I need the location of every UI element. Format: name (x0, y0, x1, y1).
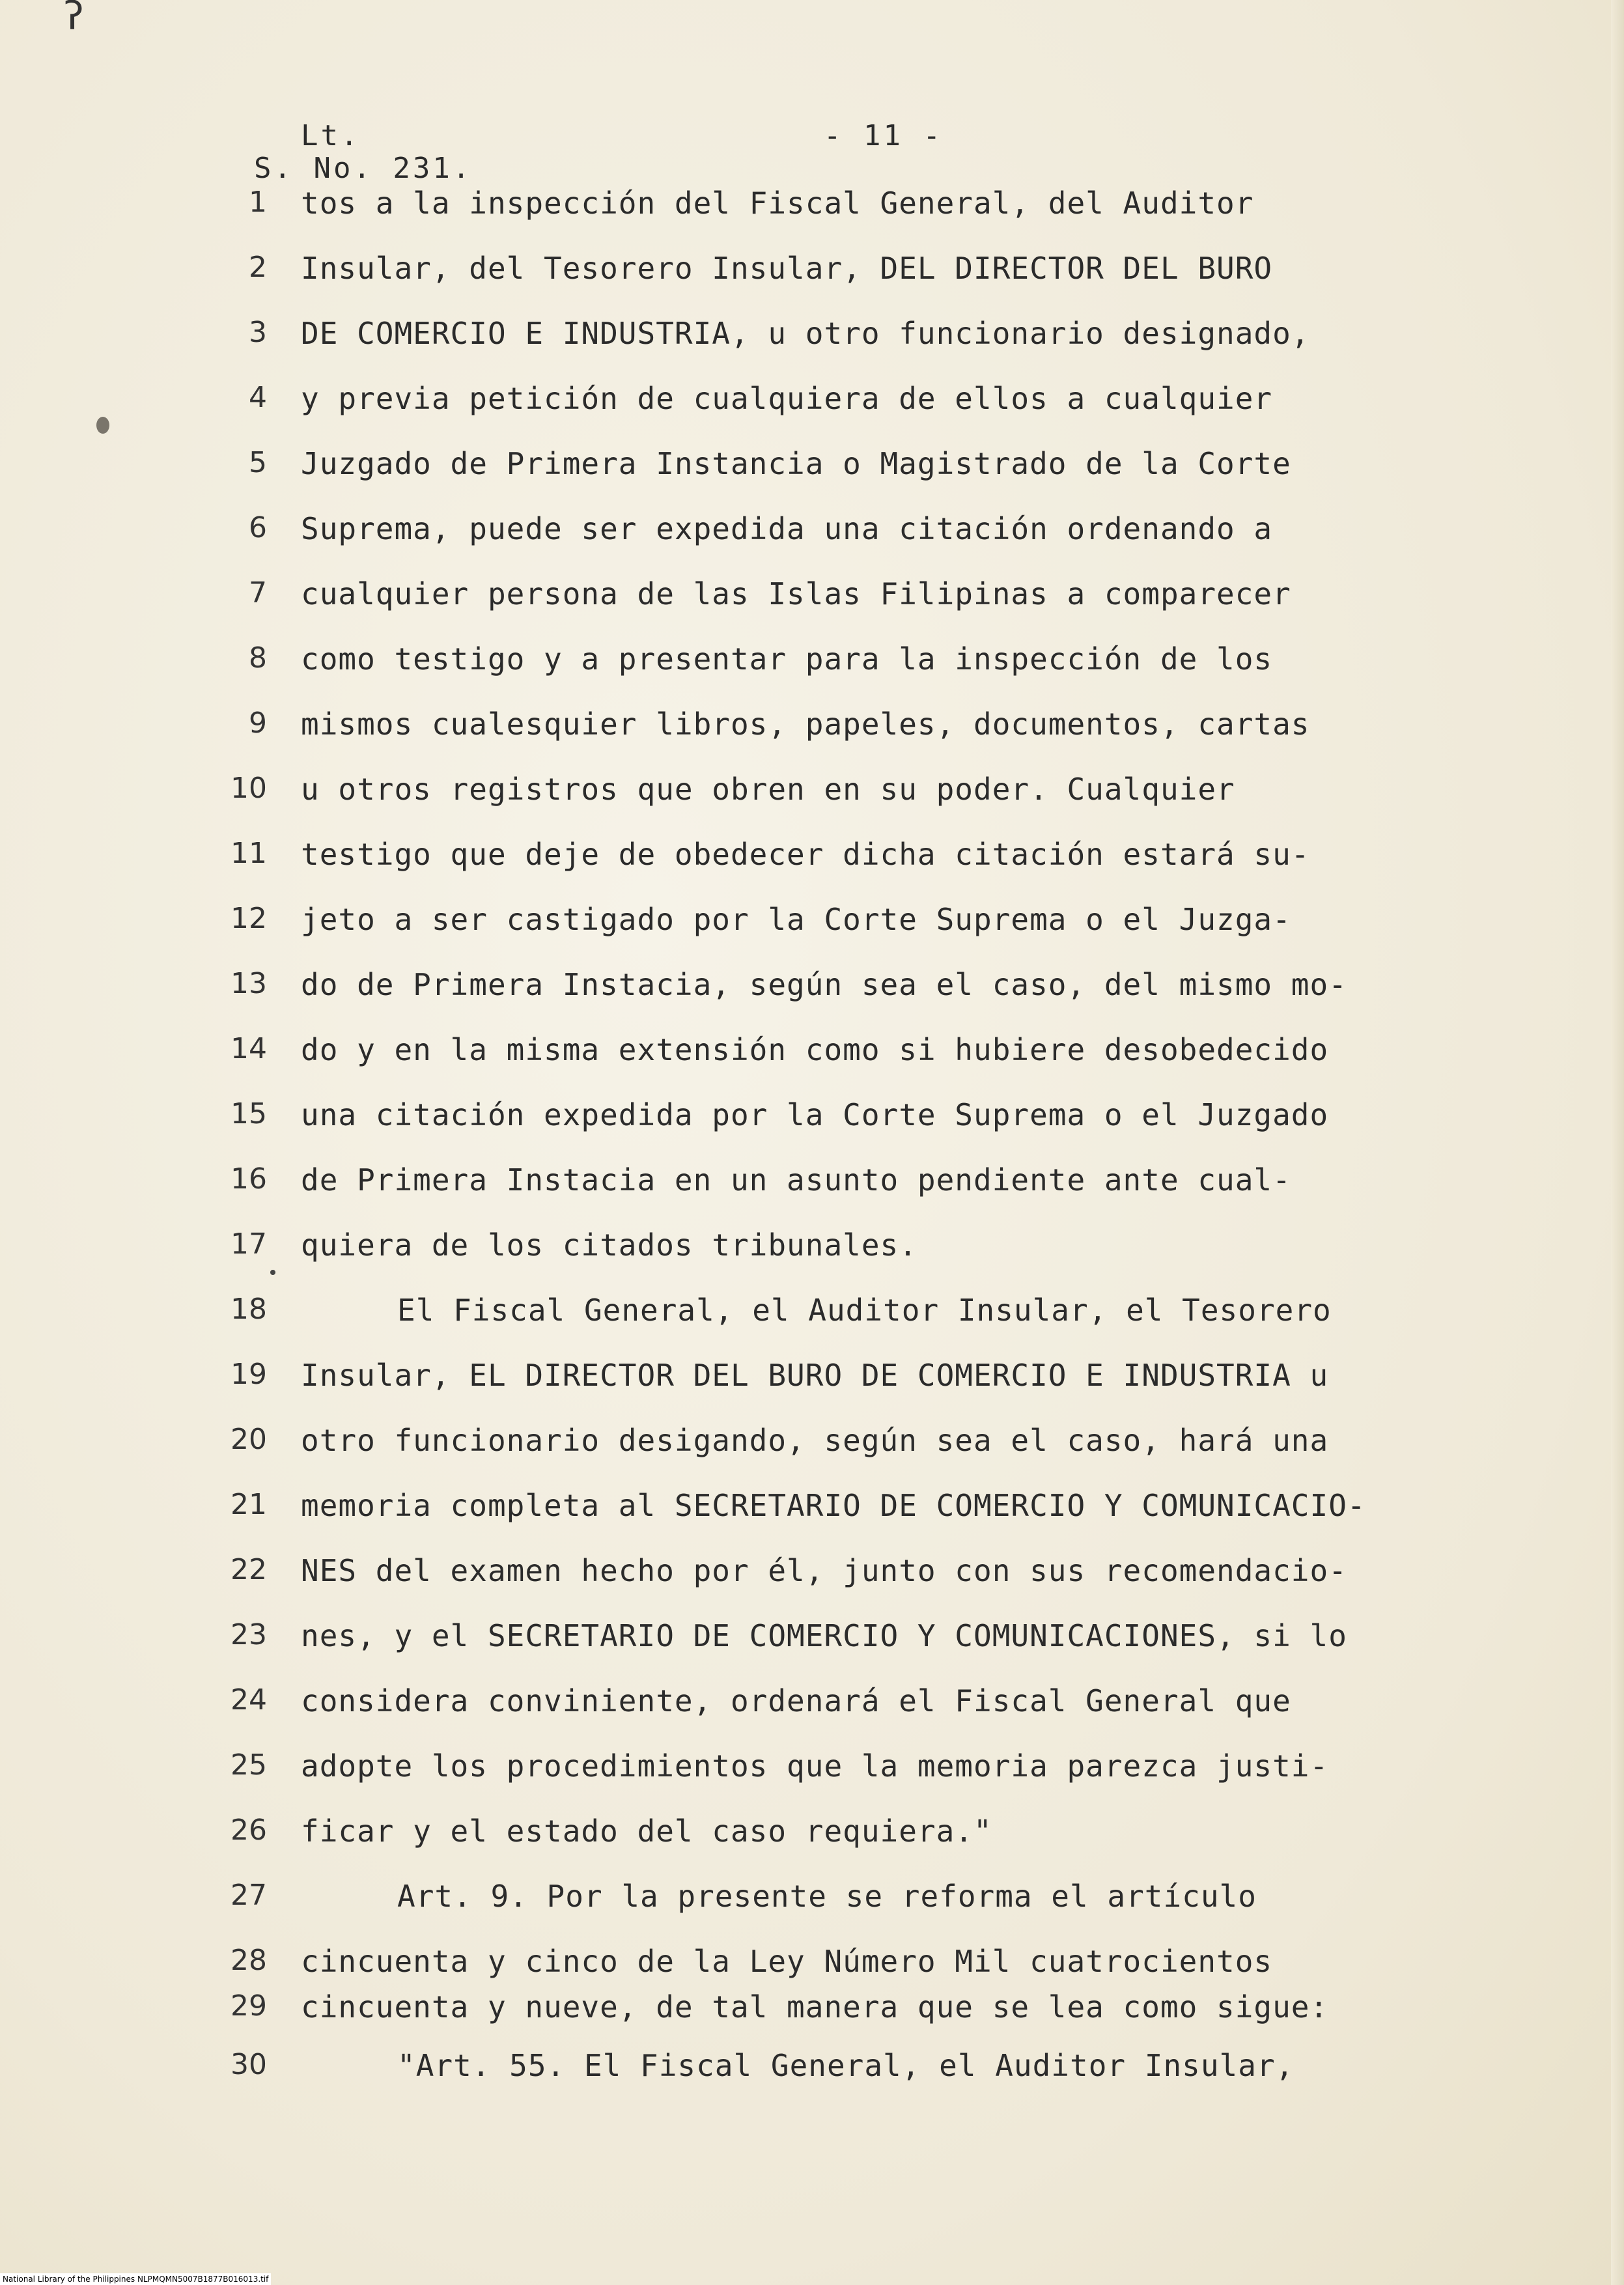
text-line (0, 1488, 1624, 1540)
line-number: 29 (231, 1989, 267, 2023)
line-text: El Fiscal General, el Auditor Insular, el Tesorero (397, 1293, 1332, 1328)
text-line (0, 576, 1624, 628)
line-text: testigo que deje de obedecer dicha citación estará su- (301, 837, 1310, 872)
line-number: 5 (249, 446, 267, 479)
line-number: 22 (231, 1553, 267, 1586)
text-line (0, 837, 1624, 889)
text-line (0, 2048, 1624, 2100)
text-line (0, 1293, 1624, 1345)
line-text: nes, y el SECRETARIO DE COMERCIO Y COMUNICACIONES, si lo (301, 1618, 1347, 1653)
text-line (0, 1618, 1624, 1670)
text-line (0, 1227, 1624, 1280)
line-text: do y en la misma extensión como si hubiere desobedecido (301, 1032, 1329, 1067)
line-text: una citación expedida por la Corte Suprema o el Juzgado (301, 1097, 1329, 1132)
line-number: 3 (249, 316, 267, 349)
line-text: do de Primera Instacia, según sea el caso, del mismo mo- (301, 967, 1347, 1002)
line-text: mismos cualesquier libros, papeles, documentos, cartas (301, 707, 1310, 742)
text-line (0, 1944, 1624, 1996)
line-number: 7 (249, 576, 267, 610)
text-line (0, 707, 1624, 759)
line-number: 4 (249, 381, 267, 414)
line-number: 20 (231, 1423, 267, 1456)
line-number: 25 (231, 1748, 267, 1782)
line-number: 16 (231, 1162, 267, 1196)
line-number: 18 (231, 1293, 267, 1326)
header-bill-number: S. No. 231. (254, 152, 473, 185)
text-line (0, 381, 1624, 433)
line-number: 15 (231, 1097, 267, 1130)
text-line (0, 1423, 1624, 1475)
line-number: 23 (231, 1618, 267, 1651)
line-text: jeto a ser castigado por la Corte Suprema o el Juzga- (301, 902, 1291, 937)
line-text: u otros registros que obren en su poder. Cualquier (301, 772, 1235, 807)
line-text: adopte los procedimientos que la memoria parezca justi- (301, 1748, 1329, 1784)
line-number: 13 (231, 967, 267, 1000)
page-number: - 11 - (824, 119, 943, 152)
line-text: de Primera Instacia en un asunto pendiente ante cual- (301, 1162, 1291, 1198)
header-lt: Lt. (301, 119, 361, 152)
line-number: 6 (249, 511, 267, 544)
line-text: considera conviniente, ordenará el Fiscal General que (301, 1683, 1291, 1718)
line-text: "Art. 55. El Fiscal General, el Auditor Insular, (397, 2048, 1295, 2083)
line-text: Juzgado de Primera Instancia o Magistrado de la Corte (301, 446, 1291, 481)
line-number: 11 (231, 837, 267, 870)
text-line (0, 1162, 1624, 1214)
text-line (0, 967, 1624, 1019)
line-number: 28 (231, 1944, 267, 1977)
text-line (0, 1748, 1624, 1801)
line-number: 26 (231, 1814, 267, 1847)
line-number: 14 (231, 1032, 267, 1065)
line-number: 10 (231, 772, 267, 805)
line-number: 27 (231, 1879, 267, 1912)
text-line (0, 772, 1624, 824)
line-text: y previa petición de cualquiera de ellos a cualquier (301, 381, 1273, 416)
footer-caption: National Library of the Philippines NLPMQMN5007B1877B016013.tif (0, 2273, 271, 2285)
text-line (0, 1358, 1624, 1410)
text-line (0, 641, 1624, 694)
line-text: quiera de los citados tribunales. (301, 1227, 917, 1263)
line-text: ficar y el estado del caso requiera." (301, 1814, 992, 1849)
text-line (0, 316, 1624, 368)
line-number: 17 (231, 1227, 267, 1261)
line-number: 8 (249, 641, 267, 675)
text-line (0, 511, 1624, 563)
line-text: cincuenta y nueve, de tal manera que se lea como sigue: (301, 1989, 1329, 2025)
line-text: Insular, EL DIRECTOR DEL BURO DE COMERCIO E INDUSTRIA u (301, 1358, 1329, 1393)
text-line (0, 1553, 1624, 1605)
text-line (0, 902, 1624, 954)
text-line (0, 446, 1624, 498)
text-line (0, 1683, 1624, 1735)
line-number: 24 (231, 1683, 267, 1717)
text-line (0, 1879, 1624, 1931)
line-text: Insular, del Tesorero Insular, DEL DIRECTOR DEL BURO (301, 251, 1273, 286)
line-text: Art. 9. Por la presente se reforma el artículo (397, 1879, 1257, 1914)
line-number: 9 (249, 707, 267, 740)
line-number: 21 (231, 1488, 267, 1521)
line-number: 2 (249, 251, 267, 284)
text-line (0, 1989, 1624, 2041)
text-line (0, 1814, 1624, 1866)
line-number: 19 (231, 1358, 267, 1391)
text-line (0, 251, 1624, 303)
handwritten-mark: ʔ (62, 0, 86, 39)
text-line (0, 1097, 1624, 1149)
line-text: cincuenta y cinco de la Ley Número Mil cuatrocientos (301, 1944, 1273, 1979)
line-number: 12 (231, 902, 267, 935)
line-text: NES del examen hecho por él, junto con sus recomendacio- (301, 1553, 1347, 1588)
line-text: tos a la inspección del Fiscal General, del Auditor (301, 186, 1254, 221)
text-line (0, 186, 1624, 238)
line-text: Suprema, puede ser expedida una citación ordenando a (301, 511, 1273, 546)
line-text: cualquier persona de las Islas Filipinas a comparecer (301, 576, 1291, 611)
text-line (0, 1032, 1624, 1084)
line-number: 30 (231, 2048, 267, 2081)
line-number: 1 (249, 186, 267, 219)
line-text: otro funcionario desigando, según sea el caso, hará una (301, 1423, 1329, 1458)
line-text: como testigo y a presentar para la inspección de los (301, 641, 1273, 677)
line-text: memoria completa al SECRETARIO DE COMERCIO Y COMUNICACIO- (301, 1488, 1366, 1523)
line-text: DE COMERCIO E INDUSTRIA, u otro funcionario designado, (301, 316, 1310, 351)
